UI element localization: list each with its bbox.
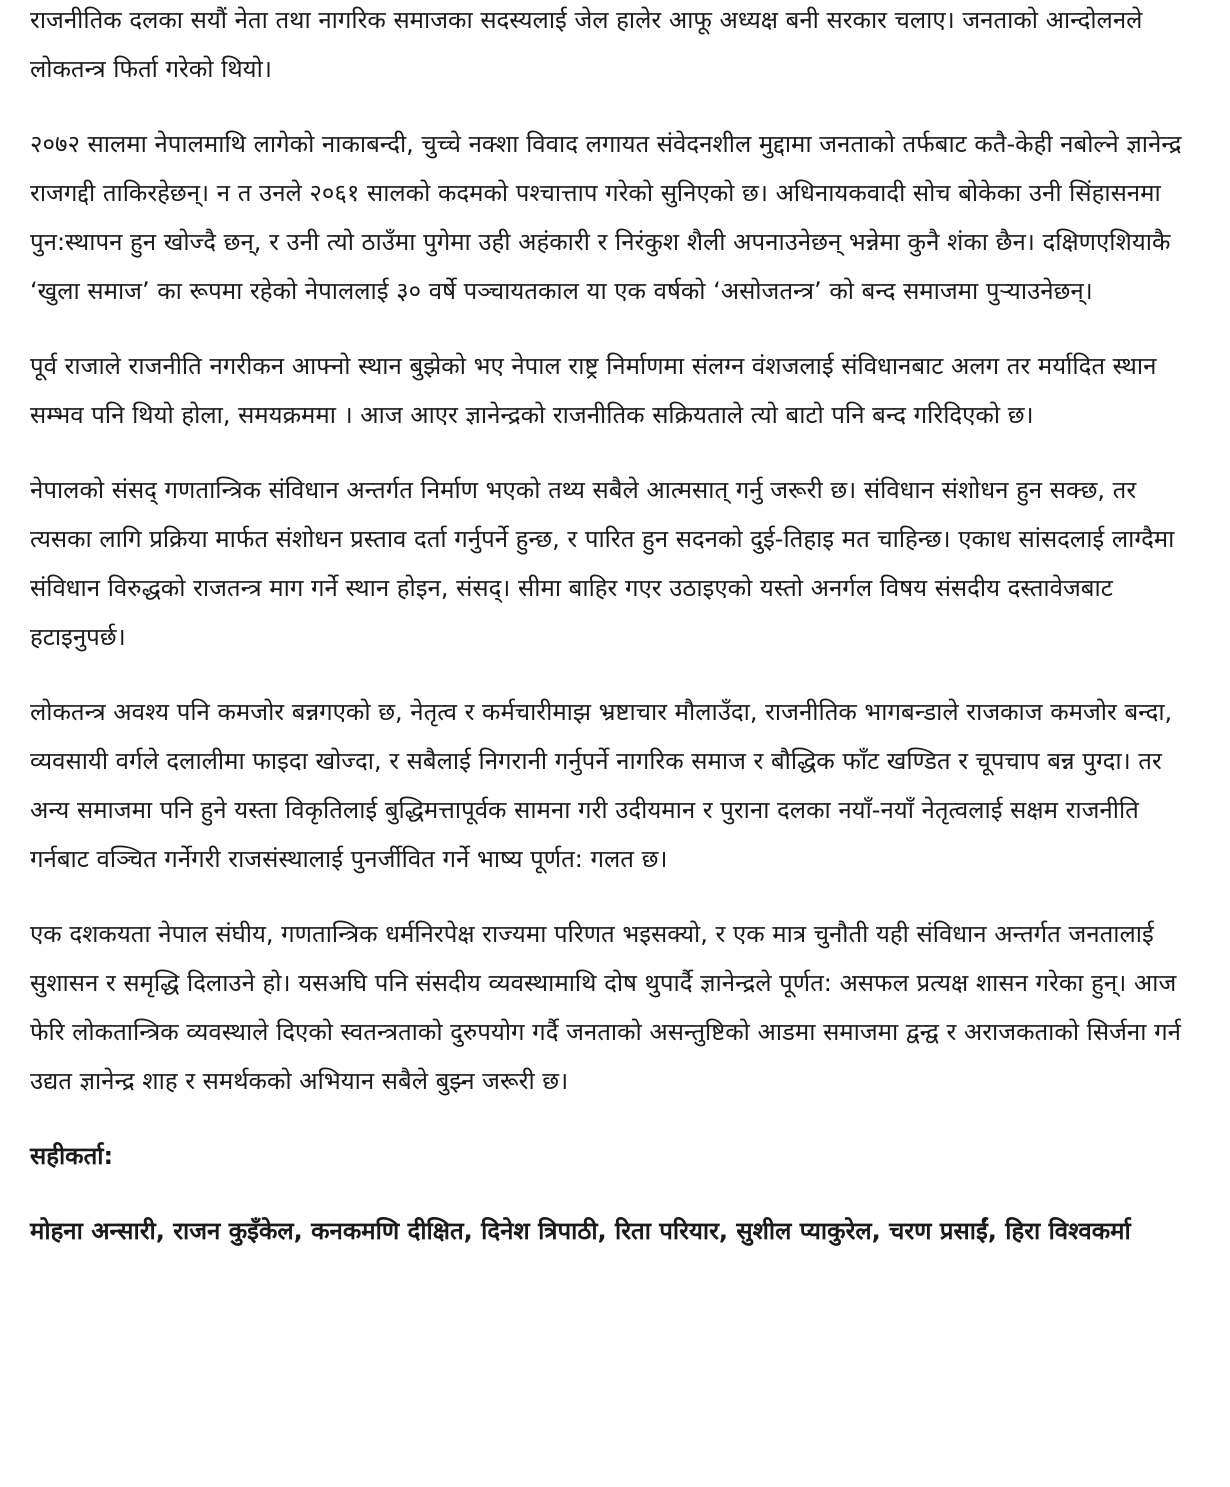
paragraph: एक दशकयता नेपाल संघीय, गणतान्त्रिक धर्मनिरपेक्ष राज्यमा परिणत भइसक्यो, र एक मात्र चुनौती यही संविधान अन्तर्गत जनतालाई सुशासन र समृद्धि दिलाउने हो। यसअघि पनि संसदीय व्यवस्थामाथि दोष थुपार्दै ज्ञानेन्द्रले पूर्णत: असफल प्रत्यक्ष शासन गरेका हुन्। आज फेरि लोकतान्त्रिक व्यवस्थाले दिएको स्वतन्त्रताको दुरुपयोग गर्दै जनताको असन्तुष्टिको आडमा समाजमा द्वन्द्व र अराजकताको सिर्जना गर्न उद्यत ज्ञानेन्द्र शाह र समर्थकको अभियान सबैले बुझ्न जरूरी छ। [30, 920, 1181, 1095]
signatories-names: मोहना अन्सारी, राजन कुइँकेल, कनकमणि दीक्षित, दिनेश त्रिपाठी, रिता परियार, सुशील प्याकुरेल, चरण प्रसाईं, हिरा विश्वकर्मा [30, 1217, 1131, 1245]
paragraph: लोकतन्त्र अवश्य पनि कमजोर बन्नगएको छ, नेतृत्व र कर्मचारीमाझ भ्रष्टाचार मौलाउँदा, राजनीतिक भागबन्डाले राजकाज कमजोर बन्दा, व्यवसायी वर्गले दलालीमा फाइदा खोज्दा, र सबैलाई निगरानी गर्नुपर्ने नागरिक समाज र बौद्धिक फाँट खण्डित र चूपचाप बन्न पुग्दा। तर अन्य समाजमा पनि हुने यस्ता विकृतिलाई बुद्धिमत्तापूर्वक सामना गरी उदीयमान र पुराना दलका नयाँ-नयाँ नेतृत्वलाई सक्षम राजनीति गर्नबाट वञ्चित गर्नेगरी राजसंस्थालाई पुनर्जीवित गर्ने भाष्य पूर्णत: गलत छ। [30, 698, 1173, 873]
paragraph: पूर्व राजाले राजनीति नगरीकन आफ्नो स्थान बुझेको भए नेपाल राष्ट्र निर्माणमा संलग्न वंशजलाई संविधानबाट अलग तर मर्यादित स्थान सम्भव पनि थियो होला, समयक्रममा । आज आएर ज्ञानेन्द्रको राजनीतिक सक्रियताले त्यो बाटो पनि बन्द गरिदिएको छ। [30, 352, 1157, 429]
paragraph: राजनीतिक दलका सयौं नेता तथा नागरिक समाजका सदस्यलाई जेल हालेर आफू अध्यक्ष बनी सरकार चलाए। जनताको आन्दोलनले लोकतन्त्र फिर्ता गरेको थियो। [30, 6, 1143, 83]
signatories-label: सहीकर्ता: [30, 1142, 114, 1170]
paragraph: २०७२ सालमा नेपालमाथि लागेको नाकाबन्दी, चुच्चे नक्शा विवाद लगायत संवेदनशील मुद्दामा जनताको तर्फबाट कतै-केही नबोल्ने ज्ञानेन्द्र राजगद्दी ताकिरहेछन्। न त उनले २०६१ सालको कदमको पश्चात्ताप गरेको सुनिएको छ। अधिनायकवादी सोच बोकेका उनी सिंहासनमा पुन:स्थापन हुन खोज्दै छन्, र उनी त्यो ठाउँमा पुगेमा उही अहंकारी र निरंकुश शैली अपनाउनेछन् भन्नेमा कुनै शंका छैन। दक्षिणएशियाकै ‘खुला समाज’ का रूपमा रहेको नेपाललाई ३० वर्षे पञ्चायतकाल या एक वर्षको ‘असोजतन्त्र’ को बन्द समाजमा पुऱ्याउनेछन्। [30, 130, 1182, 305]
paragraph: नेपालको संसद् गणतान्त्रिक संविधान अन्तर्गत निर्माण भएको तथ्य सबैले आत्मसात् गर्नु जरूरी छ। संविधान संशोधन हुन सक्छ, तर त्यसका लागि प्रक्रिया मार्फत संशोधन प्रस्ताव दर्ता गर्नुपर्ने हुन्छ, र पारित हुन सदनको दुई-तिहाइ मत चाहिन्छ। एकाध सांसदलाई लाग्दैमा संविधान विरुद्धको राजतन्त्र माग गर्ने स्थान होइन, संसद्। सीमा बाहिर गएर उठाइएको यस्तो अनर्गल विषय संसदीय दस्तावेजबाट हटाइनुपर्छ। [30, 476, 1175, 651]
